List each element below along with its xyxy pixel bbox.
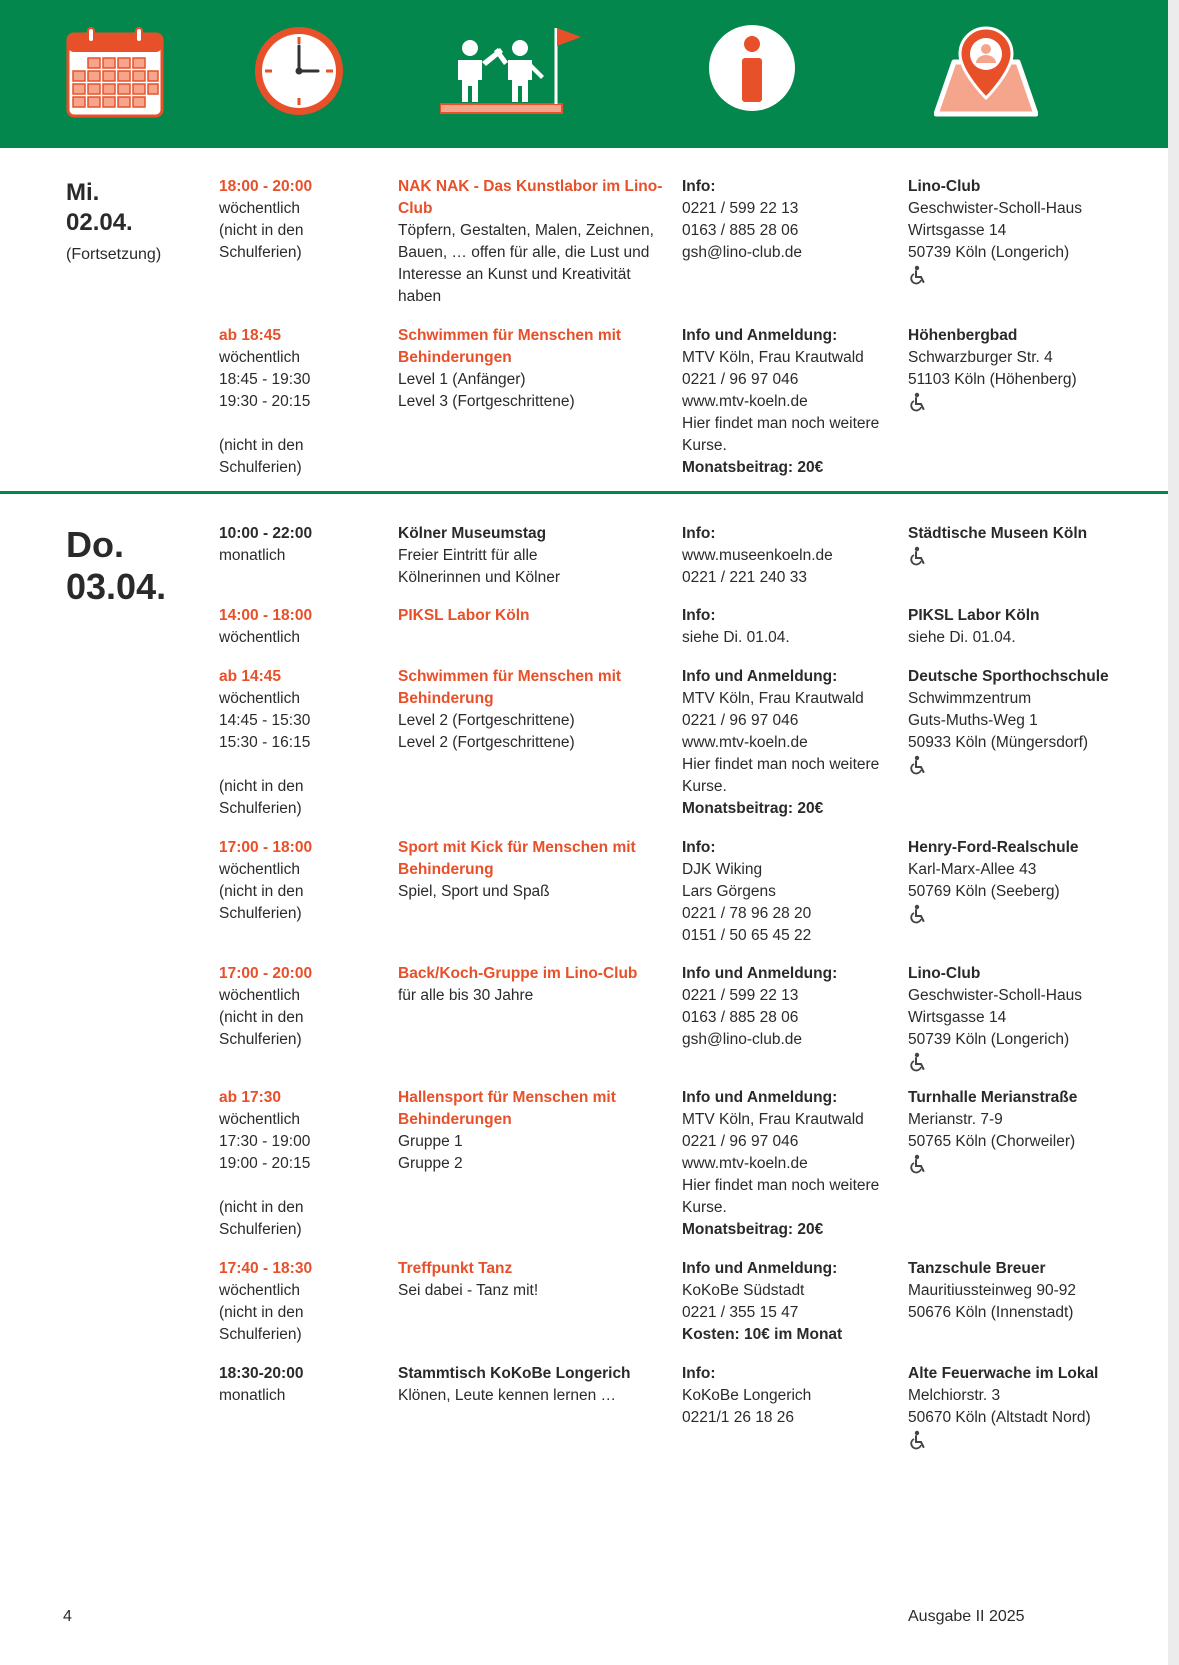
day-weekday: Mi. bbox=[66, 179, 100, 206]
place-name: Tanzschule Breuer bbox=[908, 1260, 1046, 1277]
info-text: Lars Görgens bbox=[682, 883, 776, 900]
time-range: 18:30-20:00 bbox=[219, 1365, 304, 1382]
description-text: Sei dabei - Tanz mit! bbox=[398, 1282, 539, 1299]
description-text: Level 3 (Fortgeschrittene) bbox=[398, 393, 575, 410]
wheelchair-icon bbox=[908, 904, 928, 924]
fee-text: Kosten: 10€ im Monat bbox=[682, 1326, 843, 1343]
info-text: 0221 / 355 15 47 bbox=[682, 1304, 799, 1321]
edition-label: Ausgabe II 2025 bbox=[908, 1608, 1025, 1625]
info-text: siehe Di. 01.04. bbox=[682, 629, 790, 646]
event-info bbox=[682, 666, 902, 820]
event-place bbox=[908, 605, 1158, 649]
info-text: MTV Köln, Frau Krautwald bbox=[682, 1111, 864, 1128]
info-text: gsh@lino-club.de bbox=[682, 244, 802, 261]
title-text: Schwimmen für Menschen mit bbox=[398, 327, 622, 344]
time-detail: (nicht in den bbox=[219, 1199, 304, 1216]
info-heading: Info: bbox=[682, 1365, 716, 1382]
event-title bbox=[398, 1363, 668, 1407]
description-text: Gruppe 1 bbox=[398, 1133, 463, 1150]
time-detail: Schulferien) bbox=[219, 1221, 302, 1238]
title-text: Behinderungen bbox=[398, 1111, 512, 1128]
time-detail: monatlich bbox=[219, 1387, 286, 1404]
place-address: Merianstr. 7-9 bbox=[908, 1111, 1003, 1128]
wheelchair-icon bbox=[908, 265, 928, 285]
description-text: für alle bis 30 Jahre bbox=[398, 987, 534, 1004]
place-address: Schwimmzentrum bbox=[908, 690, 1032, 707]
info-text: Kurse. bbox=[682, 1199, 727, 1216]
info-text: gsh@lino-club.de bbox=[682, 1031, 802, 1048]
event-place bbox=[908, 666, 1158, 775]
header-band bbox=[0, 0, 1168, 148]
title-text: Kölner Museumstag bbox=[398, 525, 547, 542]
time-detail: wöchentlich bbox=[219, 861, 300, 878]
event-place bbox=[908, 325, 1158, 412]
day-note: (Fortsetzung) bbox=[66, 246, 162, 263]
event-place bbox=[908, 837, 1158, 924]
event-info bbox=[682, 1363, 902, 1429]
time-detail: (nicht in den bbox=[219, 222, 304, 239]
info-text: 0163 / 885 28 06 bbox=[682, 222, 799, 239]
info-text: 0151 / 50 65 45 22 bbox=[682, 927, 812, 944]
place-name: Henry-Ford-Realschule bbox=[908, 839, 1079, 856]
page-number: 4 bbox=[63, 1608, 72, 1625]
time-range: 17:40 - 18:30 bbox=[219, 1260, 313, 1277]
event-title bbox=[398, 1087, 668, 1175]
place-address: 50933 Köln (Müngersdorf) bbox=[908, 734, 1089, 751]
event-info bbox=[682, 523, 902, 589]
people-flag-icon bbox=[440, 24, 584, 118]
info-heading: Info: bbox=[682, 178, 716, 195]
place-name: Turnhalle Merianstraße bbox=[908, 1089, 1078, 1106]
day-divider bbox=[0, 491, 1168, 494]
day-date: 03.04. bbox=[66, 566, 167, 607]
info-heading: Info: bbox=[682, 607, 716, 624]
info-heading: Info und Anmeldung: bbox=[682, 668, 838, 685]
title-text: NAK NAK - Das Kunstlabor im Lino- bbox=[398, 178, 663, 195]
place-address: Karl-Marx-Allee 43 bbox=[908, 861, 1037, 878]
title-text: Behinderung bbox=[398, 861, 494, 878]
day-date: 02.04. bbox=[66, 209, 133, 236]
event-place bbox=[908, 523, 1158, 566]
event-time bbox=[219, 523, 379, 567]
time-detail: (nicht in den bbox=[219, 1009, 304, 1026]
fee-text: Monatsbeitrag: 20€ bbox=[682, 800, 824, 817]
event-time bbox=[219, 1363, 379, 1407]
info-text: Kurse. bbox=[682, 437, 727, 454]
title-text: Behinderungen bbox=[398, 349, 512, 366]
info-heading: Info und Anmeldung: bbox=[682, 1089, 838, 1106]
wheelchair-icon bbox=[908, 1430, 928, 1450]
info-text: Kurse. bbox=[682, 778, 727, 795]
place-address: Melchiorstr. 3 bbox=[908, 1387, 1001, 1404]
time-detail: (nicht in den bbox=[219, 883, 304, 900]
title-text: Schwimmen für Menschen mit bbox=[398, 668, 622, 685]
event-time bbox=[219, 963, 379, 1051]
day-weekday: Do. bbox=[66, 524, 124, 565]
time-detail: 19:30 - 20:15 bbox=[219, 393, 311, 410]
time-detail: Schulferien) bbox=[219, 244, 302, 261]
place-address: 50670 Köln (Altstadt Nord) bbox=[908, 1409, 1091, 1426]
wheelchair-icon bbox=[908, 1052, 928, 1072]
info-heading: Info: bbox=[682, 525, 716, 542]
event-time bbox=[219, 605, 379, 649]
info-text: 0221 / 599 22 13 bbox=[682, 200, 799, 217]
event-time bbox=[219, 1258, 379, 1346]
time-detail: wöchentlich bbox=[219, 349, 300, 366]
place-address: 50769 Köln (Seeberg) bbox=[908, 883, 1060, 900]
event-title bbox=[398, 963, 668, 1007]
time-detail: wöchentlich bbox=[219, 987, 300, 1004]
event-time bbox=[219, 1087, 379, 1241]
event-info bbox=[682, 963, 902, 1051]
time-range: 10:00 - 22:00 bbox=[219, 525, 313, 542]
time-detail: (nicht in den bbox=[219, 1304, 304, 1321]
title-text: Behinderung bbox=[398, 690, 494, 707]
info-text: 0163 / 885 28 06 bbox=[682, 1009, 799, 1026]
info-text: 0221 / 96 97 046 bbox=[682, 1133, 799, 1150]
description-text: Level 2 (Fortgeschrittene) bbox=[398, 734, 575, 751]
place-address: Guts-Muths-Weg 1 bbox=[908, 712, 1038, 729]
day-label bbox=[66, 178, 161, 270]
event-place bbox=[908, 176, 1158, 285]
info-text: 0221 / 599 22 13 bbox=[682, 987, 799, 1004]
event-time bbox=[219, 325, 379, 479]
info-text: www.mtv-koeln.de bbox=[682, 1155, 808, 1172]
description-text: Level 1 (Anfänger) bbox=[398, 371, 526, 388]
info-text: 0221 / 96 97 046 bbox=[682, 371, 799, 388]
event-info bbox=[682, 1087, 902, 1241]
info-heading: Info und Anmeldung: bbox=[682, 965, 838, 982]
time-detail: 14:45 - 15:30 bbox=[219, 712, 311, 729]
info-text: DJK Wiking bbox=[682, 861, 763, 878]
description-text: haben bbox=[398, 288, 442, 305]
info-heading: Info und Anmeldung: bbox=[682, 327, 838, 344]
time-detail: wöchentlich bbox=[219, 690, 300, 707]
place-address: 50739 Köln (Longerich) bbox=[908, 1031, 1070, 1048]
calendar-icon bbox=[66, 26, 166, 118]
event-title bbox=[398, 176, 668, 308]
event-place bbox=[908, 1087, 1158, 1174]
clock-icon bbox=[252, 24, 346, 118]
time-detail: 15:30 - 16:15 bbox=[219, 734, 311, 751]
event-info bbox=[682, 837, 902, 947]
info-text: Hier findet man noch weitere bbox=[682, 415, 880, 432]
place-name: Alte Feuerwache im Lokal bbox=[908, 1365, 1099, 1382]
description-text: Spiel, Sport und Spaß bbox=[398, 883, 550, 900]
place-name: Lino-Club bbox=[908, 178, 981, 195]
event-title bbox=[398, 666, 668, 754]
time-range: 17:00 - 18:00 bbox=[219, 839, 313, 856]
place-address: 50739 Köln (Longerich) bbox=[908, 244, 1070, 261]
time-range: 14:00 - 18:00 bbox=[219, 607, 313, 624]
event-info bbox=[682, 605, 902, 649]
info-text: www.mtv-koeln.de bbox=[682, 734, 808, 751]
time-detail: monatlich bbox=[219, 547, 286, 564]
event-title bbox=[398, 1258, 668, 1302]
time-detail: (nicht in den bbox=[219, 437, 304, 454]
place-address: Schwarzburger Str. 4 bbox=[908, 349, 1053, 366]
event-title bbox=[398, 837, 668, 903]
time-detail: Schulferien) bbox=[219, 1031, 302, 1048]
info-text: MTV Köln, Frau Krautwald bbox=[682, 349, 864, 366]
time-detail: wöchentlich bbox=[219, 200, 300, 217]
time-detail: 19:00 - 20:15 bbox=[219, 1155, 311, 1172]
time-range: 17:00 - 20:00 bbox=[219, 965, 313, 982]
place-name: Höhenbergbad bbox=[908, 327, 1018, 344]
time-detail: Schulferien) bbox=[219, 459, 302, 476]
description-text: Gruppe 2 bbox=[398, 1155, 463, 1172]
info-heading: Info: bbox=[682, 839, 716, 856]
place-name: PIKSL Labor Köln bbox=[908, 607, 1040, 624]
event-time bbox=[219, 176, 379, 264]
event-title bbox=[398, 523, 668, 589]
info-text: 0221 / 78 96 28 20 bbox=[682, 905, 812, 922]
time-detail: 17:30 - 19:00 bbox=[219, 1133, 311, 1150]
place-address: siehe Di. 01.04. bbox=[908, 629, 1016, 646]
event-title bbox=[398, 605, 668, 627]
map-pin-icon bbox=[934, 22, 1038, 118]
event-time bbox=[219, 666, 379, 820]
title-text: Treffpunkt Tanz bbox=[398, 1260, 513, 1277]
day-label bbox=[66, 524, 166, 608]
info-icon bbox=[708, 24, 796, 112]
info-heading: Info und Anmeldung: bbox=[682, 1260, 838, 1277]
place-address: Mauritiussteinweg 90-92 bbox=[908, 1282, 1077, 1299]
event-place bbox=[908, 963, 1158, 1072]
place-address: Wirtsgasse 14 bbox=[908, 1009, 1007, 1026]
info-text: www.mtv-koeln.de bbox=[682, 393, 808, 410]
event-title bbox=[398, 325, 668, 413]
time-detail: Schulferien) bbox=[219, 800, 302, 817]
time-range: ab 14:45 bbox=[219, 668, 282, 685]
title-text: Back/Koch-Gruppe im Lino-Club bbox=[398, 965, 638, 982]
place-address: Geschwister-Scholl-Haus bbox=[908, 200, 1082, 217]
place-address: 50676 Köln (Innenstadt) bbox=[908, 1304, 1074, 1321]
fee-text: Monatsbeitrag: 20€ bbox=[682, 1221, 824, 1238]
time-detail: Schulferien) bbox=[219, 1326, 302, 1343]
time-detail: wöchentlich bbox=[219, 629, 300, 646]
wheelchair-icon bbox=[908, 1154, 928, 1174]
time-range: ab 17:30 bbox=[219, 1089, 282, 1106]
description-text: Interesse an Kunst und Kreativität bbox=[398, 266, 631, 283]
info-text: MTV Köln, Frau Krautwald bbox=[682, 690, 864, 707]
description-text: Bauen, … offen für alle, die Lust und bbox=[398, 244, 650, 261]
event-info bbox=[682, 176, 902, 264]
place-address: Wirtsgasse 14 bbox=[908, 222, 1007, 239]
info-text: KoKoBe Südstadt bbox=[682, 1282, 805, 1299]
description-text: Klönen, Leute kennen lernen … bbox=[398, 1387, 617, 1404]
time-detail: 18:45 - 19:30 bbox=[219, 371, 311, 388]
info-text: 0221/1 26 18 26 bbox=[682, 1409, 795, 1426]
title-text: Club bbox=[398, 200, 433, 217]
event-info bbox=[682, 1258, 902, 1346]
title-text: Stammtisch KoKoBe Longerich bbox=[398, 1365, 631, 1382]
wheelchair-icon bbox=[908, 392, 928, 412]
place-address: 51103 Köln (Höhenberg) bbox=[908, 371, 1077, 388]
time-detail: wöchentlich bbox=[219, 1282, 300, 1299]
info-text: www.museenkoeln.de bbox=[682, 547, 833, 564]
description-text: Kölnerinnen und Kölner bbox=[398, 569, 561, 586]
event-info bbox=[682, 325, 902, 479]
event-place bbox=[908, 1258, 1158, 1324]
page-edge bbox=[1168, 0, 1179, 1665]
time-detail: wöchentlich bbox=[219, 1111, 300, 1128]
title-text: Hallensport für Menschen mit bbox=[398, 1089, 616, 1106]
time-range: 18:00 - 20:00 bbox=[219, 178, 313, 195]
description-text: Level 2 (Fortgeschrittene) bbox=[398, 712, 575, 729]
info-text: Hier findet man noch weitere bbox=[682, 1177, 880, 1194]
place-address: Geschwister-Scholl-Haus bbox=[908, 987, 1082, 1004]
event-time bbox=[219, 837, 379, 925]
description-text: Freier Eintritt für alle bbox=[398, 547, 538, 564]
time-range: ab 18:45 bbox=[219, 327, 282, 344]
place-name: Städtische Museen Köln bbox=[908, 525, 1088, 542]
info-text: KoKoBe Longerich bbox=[682, 1387, 812, 1404]
wheelchair-icon bbox=[908, 755, 928, 775]
place-name: Deutsche Sporthochschule bbox=[908, 668, 1109, 685]
title-text: Sport mit Kick für Menschen mit bbox=[398, 839, 636, 856]
description-text: Töpfern, Gestalten, Malen, Zeichnen, bbox=[398, 222, 654, 239]
place-address: 50765 Köln (Chorweiler) bbox=[908, 1133, 1076, 1150]
event-place bbox=[908, 1363, 1158, 1450]
title-text: PIKSL Labor Köln bbox=[398, 607, 530, 624]
place-name: Lino-Club bbox=[908, 965, 981, 982]
info-text: 0221 / 221 240 33 bbox=[682, 569, 807, 586]
fee-text: Monatsbeitrag: 20€ bbox=[682, 459, 824, 476]
info-text: Hier findet man noch weitere bbox=[682, 756, 880, 773]
time-detail: (nicht in den bbox=[219, 778, 304, 795]
time-detail: Schulferien) bbox=[219, 905, 302, 922]
wheelchair-icon bbox=[908, 546, 928, 566]
info-text: 0221 / 96 97 046 bbox=[682, 712, 799, 729]
